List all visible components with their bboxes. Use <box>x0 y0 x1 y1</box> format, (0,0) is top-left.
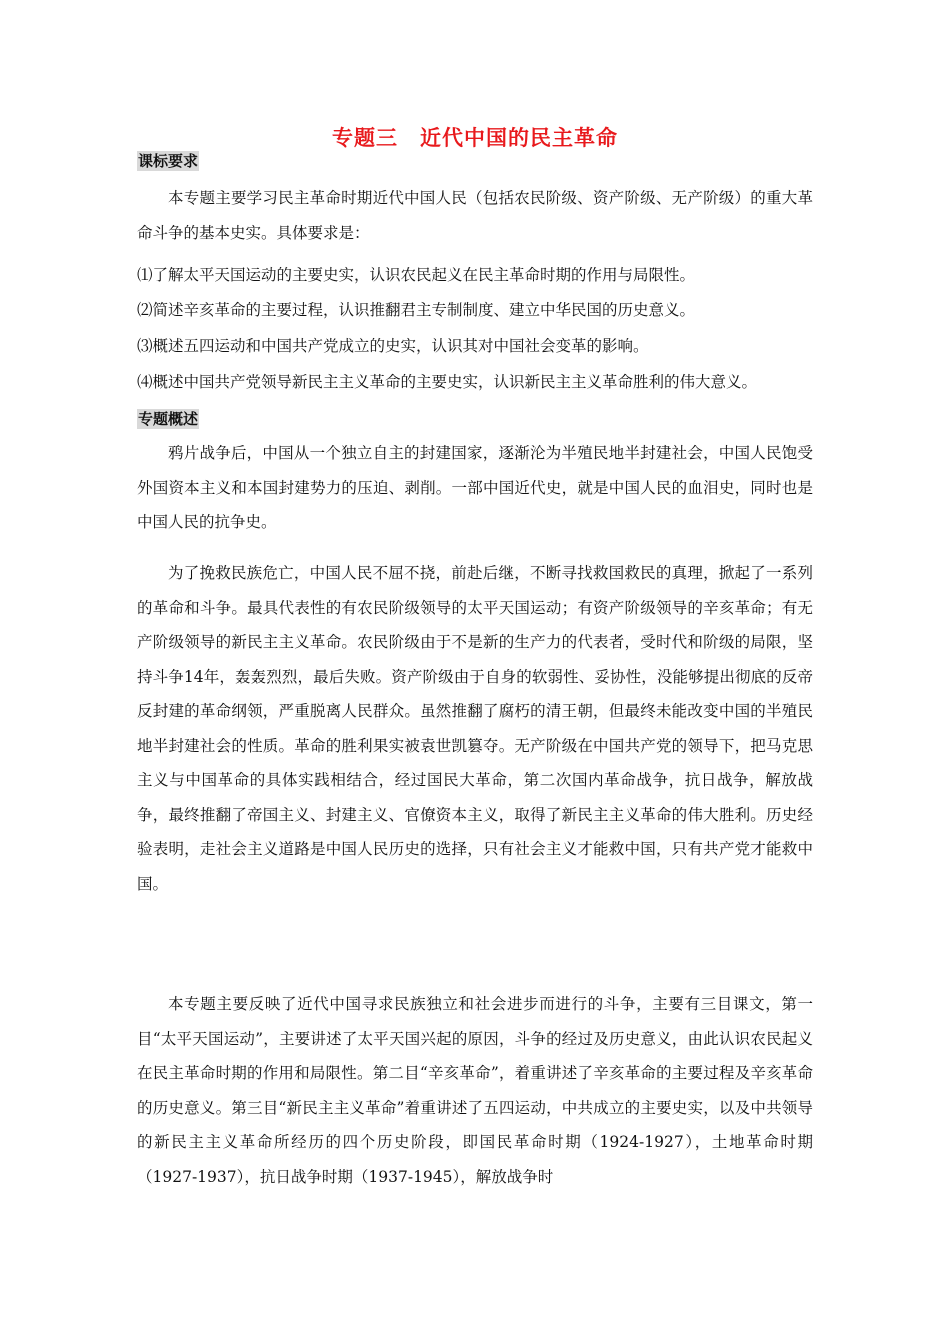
requirements-intro: 本专题主要学习民主革命时期近代中国人民（包括农民阶级、资产阶级、无产阶级）的重大革命斗争的基本史实。具体要求是： <box>137 189 813 242</box>
requirement-item-3: ⑶概述五四运动和中国共产党成立的史实，认识其对中国社会变革的影响。 <box>137 337 649 355</box>
overview-paragraph-3: 本专题主要反映了近代中国寻求民族独立和社会进步而进行的斗争，主要有三目课文，第一目“太平天国运动”，主要讲述了太平天国兴起的原因，斗争的经过及历史意义，由此认识农民起义在民主革命时期的作用和局限性。第二目“辛亥革命”，着重讲述了辛亥革命的主要过程及辛亥革命的历史意义。第三目“新民主主义革命”着重讲述了五四运动，中共成立的主要史实，以及中共领导的新民主主义革命所经历的四个历史阶段，即国民革命时期（1924-1927），土地革命时期（1927-1937），抗日战争时期（1937-1945），解放战争时 <box>137 995 813 1186</box>
requirement-item-2: ⑵简述辛亥革命的主要过程，认识推翻君主专制制度、建立中华民国的历史意义。 <box>137 301 696 319</box>
overview-paragraph-2: 为了挽救民族危亡，中国人民不屈不挠，前赴后继，不断寻找救国救民的真理，掀起了一系列的革命和斗争。最具代表性的有农民阶级领导的太平天国运动；有资产阶级领导的辛亥革命；有无产阶级领导的新民主主义革命。农民阶级由于不是新的生产力的代表者，受时代和阶级的局限，坚持斗争14年，轰轰烈烈，最后失败。资产阶级由于自身的软弱性、妥协性，没能够提出彻底的反帝反封建的革命纲领，严重脱离人民群众。虽然推翻了腐朽的清王朝，但最终未能改变中国的半殖民地半封建社会的性质。革命的胜利果实被袁世凯篡夺。无产阶级在中国共产党的领导下，把马克思主义与中国革命的具体实践相结合，经过国民大革命，第二次国内革命战争，抗日战争，解放战争，最终推翻了帝国主义、封建主义、官僚资本主义，取得了新民主主义革命的伟大胜利。历史经验表明，走社会主义道路是中国人民历史的选择，只有社会主义才能救中国，只有共产党才能救中国。 <box>137 564 813 893</box>
section-heading-overview: 专题概述 <box>138 410 199 428</box>
overview-paragraph-1: 鸦片战争后，中国从一个独立自主的封建国家，逐渐沦为半殖民地半封建社会，中国人民饱受外国资本主义和本国封建势力的压迫、剥削。一部中国近代史，就是中国人民的血泪史，同时也是中国人民的抗争史。 <box>137 444 813 531</box>
page-title: 专题三 近代中国的民主革命 <box>332 126 618 150</box>
requirement-item-4: ⑷概述中国共产党领导新民主主义革命的主要史实，认识新民主主义革命胜利的伟大意义。 <box>137 373 758 391</box>
requirement-item-1: ⑴了解太平天国运动的主要史实，认识农民起义在民主革命时期的作用与局限性。 <box>137 266 696 284</box>
section-heading-requirements: 课标要求 <box>138 152 199 170</box>
